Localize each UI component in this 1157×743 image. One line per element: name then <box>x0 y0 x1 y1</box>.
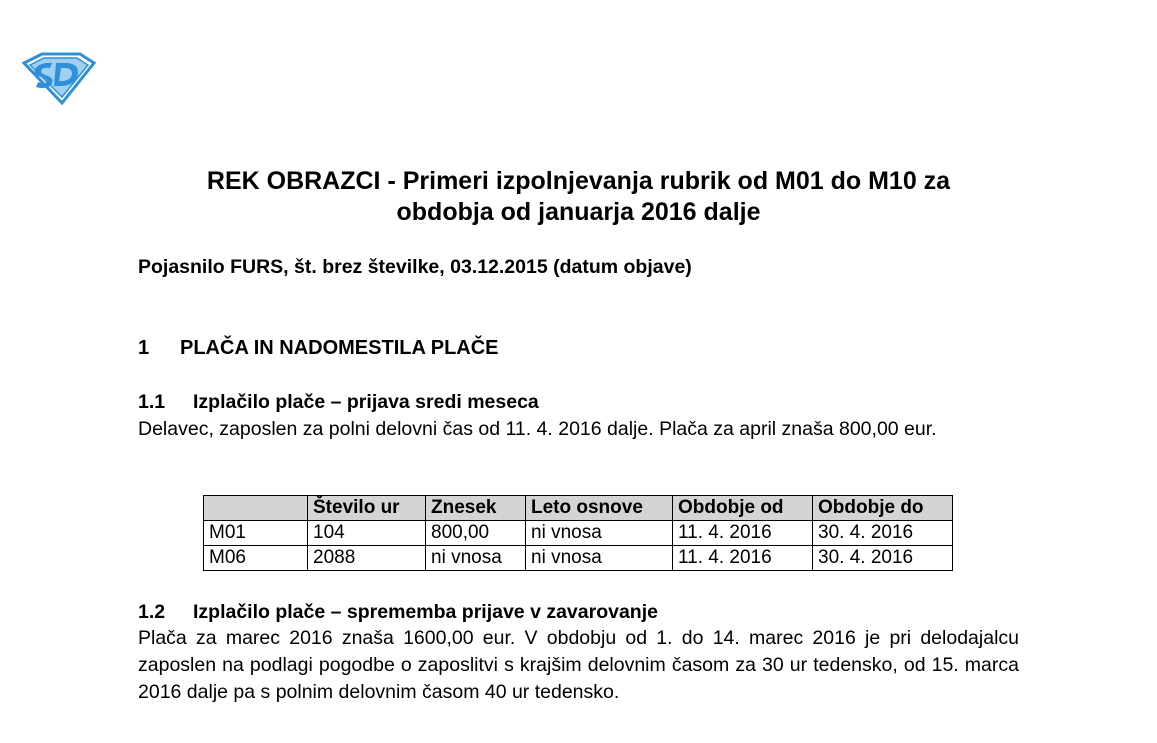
table-cell: ni vnosa <box>526 546 673 571</box>
table-cell: M06 <box>204 546 308 571</box>
table-header-cell: Znesek <box>426 496 526 521</box>
table-header-cell: Leto osnove <box>526 496 673 521</box>
table-cell: 11. 4. 2016 <box>673 521 813 546</box>
table-header-row <box>204 496 953 521</box>
subsection-title: Izplačilo plače – prijava sredi meseca <box>193 391 539 413</box>
table-cell: 30. 4. 2016 <box>813 521 953 546</box>
table-cell: ni vnosa <box>526 521 673 546</box>
table-row <box>204 546 953 571</box>
paragraph-1-2: Plača za marec 2016 znaša 1600,00 eur. V obdobju od 1. do 14. marec 2016 je pri delodajalcu zaposlen na podlagi pogodbe o zaposlitvi s krajšim delovnim časom za 30 ur tedensko, od 15. marca 2016 dalje pa s polnim delovnim časom 40 ur tedensko. <box>138 627 1019 703</box>
subsection-number: 1.1 <box>138 391 166 413</box>
title-line-1: REK OBRAZCI - Primeri izpolnjevanja rubrik od M01 do M10 za <box>206 167 951 195</box>
rek-table <box>203 495 953 571</box>
table-header-cell: Obdobje od <box>673 496 813 521</box>
section-heading-1 <box>138 337 499 360</box>
company-logo-icon <box>22 49 96 105</box>
document-title <box>0 166 1157 228</box>
subsection-heading-1-1 <box>138 391 539 414</box>
subsection-title: Izplačilo plače – sprememba prijave v zavarovanje <box>193 601 658 623</box>
table-header-cell: Število ur <box>308 496 426 521</box>
section-title: PLAČA IN NADOMESTILA PLAČE <box>180 337 499 359</box>
table-cell: M01 <box>204 521 308 546</box>
table-header-cell: Obdobje do <box>813 496 953 521</box>
table-cell: ni vnosa <box>426 546 526 571</box>
section-number: 1 <box>138 337 150 359</box>
table-cell: 2088 <box>308 546 426 571</box>
table-cell: 800,00 <box>426 521 526 546</box>
table-header-cell <box>204 496 308 521</box>
document-subtitle: Pojasnilo FURS, št. brez številke, 03.12.2015 (datum objave) <box>138 256 692 278</box>
table-cell: 104 <box>308 521 426 546</box>
table-cell: 30. 4. 2016 <box>813 546 953 571</box>
table-cell: 11. 4. 2016 <box>673 546 813 571</box>
subsection-number: 1.2 <box>138 601 166 623</box>
title-line-2: obdobja od januarja 2016 dalje <box>396 198 761 226</box>
table-row <box>204 521 953 546</box>
subsection-heading-1-2 <box>138 601 658 624</box>
paragraph-1-1: Delavec, zaposlen za polni delovni čas od 11. 4. 2016 dalje. Plača za april znaša 800,00 eur. <box>138 418 937 440</box>
